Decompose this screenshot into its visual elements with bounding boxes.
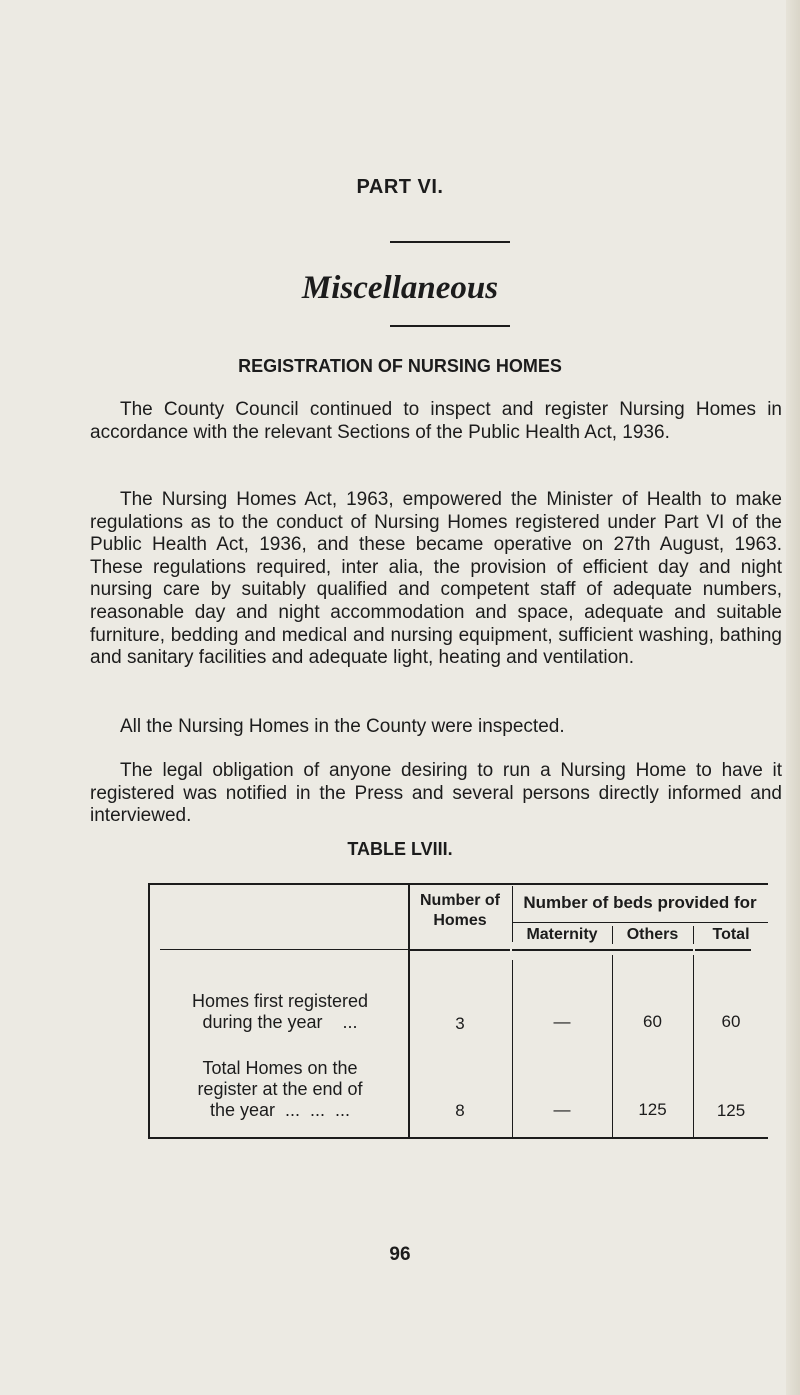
row-2-label-line-2: register at the end of	[197, 1079, 363, 1099]
row-2-maternity: —	[553, 1100, 571, 1119]
maternity-others-header-divider	[612, 926, 613, 944]
part-heading: PART VI.	[356, 176, 444, 198]
page-edge	[786, 0, 800, 1395]
table-top-border	[148, 883, 768, 885]
table-row-label-2	[152, 1058, 408, 1121]
row-1-homes: 3	[455, 1014, 465, 1033]
total-column-divider	[693, 955, 694, 1137]
maternity-column-divider	[512, 960, 513, 1137]
others-total-header-divider	[693, 926, 694, 944]
homes-header-rule	[410, 949, 510, 951]
homes-header-line-2: Homes	[433, 912, 487, 929]
others-header-rule	[612, 949, 693, 951]
total-header-rule	[695, 949, 751, 951]
divider-top	[390, 241, 510, 243]
table-homes-divider	[408, 883, 410, 1139]
homes-header-line-1: Number of	[420, 892, 500, 909]
row-1-label-line-2: during the year ...	[202, 1012, 358, 1032]
maternity-header: Maternity	[526, 926, 598, 943]
row-2-homes: 8	[455, 1101, 465, 1120]
beds-header: Number of beds provided for	[523, 893, 757, 912]
row-1-total: 60	[721, 1012, 741, 1031]
row-2-total: 125	[716, 1101, 746, 1120]
row-2-label-line-1: Total Homes on the	[202, 1058, 358, 1078]
table-title: TABLE LVIII.	[347, 839, 453, 859]
total-header: Total	[712, 926, 750, 943]
row-2-others: 125	[638, 1100, 667, 1119]
paragraph-4: The legal obligation of anyone desiring to run a Nursing Home to have it registered was notified in the Press and several persons directly informed and interviewed.	[90, 760, 782, 827]
row-2-label-line-3: the year ... ... ...	[209, 1100, 351, 1120]
homes-header	[410, 891, 510, 931]
table-row-label-1	[152, 991, 408, 1033]
row-1-label-line-1: Homes first registered	[191, 991, 369, 1011]
beds-header-rule	[512, 922, 768, 923]
table-left-border	[148, 883, 150, 1139]
table-bottom-border	[148, 1137, 768, 1139]
label-header-rule	[160, 949, 408, 950]
paragraph-3: All the Nursing Homes in the County were inspected.	[120, 716, 565, 737]
section-heading: REGISTRATION OF NURSING HOMES	[238, 356, 562, 376]
page-title: Miscellaneous	[301, 270, 499, 306]
others-header: Others	[626, 926, 679, 943]
beds-left-divider	[512, 886, 513, 942]
others-column-divider	[612, 955, 613, 1137]
maternity-header-rule	[512, 949, 612, 951]
row-1-others: 60	[643, 1012, 662, 1031]
row-1-maternity: —	[553, 1012, 571, 1031]
paragraph-1: The County Council continued to inspect and register Nursing Homes in accordance with the relevant Sections of the Public Health Act, 1936.	[90, 399, 782, 443]
paragraph-2: The Nursing Homes Act, 1963, empowered the Minister of Health to make regulations as to the conduct of Nursing Homes registered under Part VI of the Public Health Act, 1936, and these became operative on 27th August, 1963. These regulations required, inter alia, the provision of efficient day and night nursing care by suitably qualified and competent staff of adequate numbers, reasonable day and night accommodation and space, adequate and suitable furniture, bedding and medical and nursing equipment, sufficient washing, bathing and sanitary facilities and adequate light, heating and ventilation.	[90, 489, 782, 669]
divider-bottom	[390, 325, 510, 327]
page-number: 96	[389, 1244, 411, 1265]
